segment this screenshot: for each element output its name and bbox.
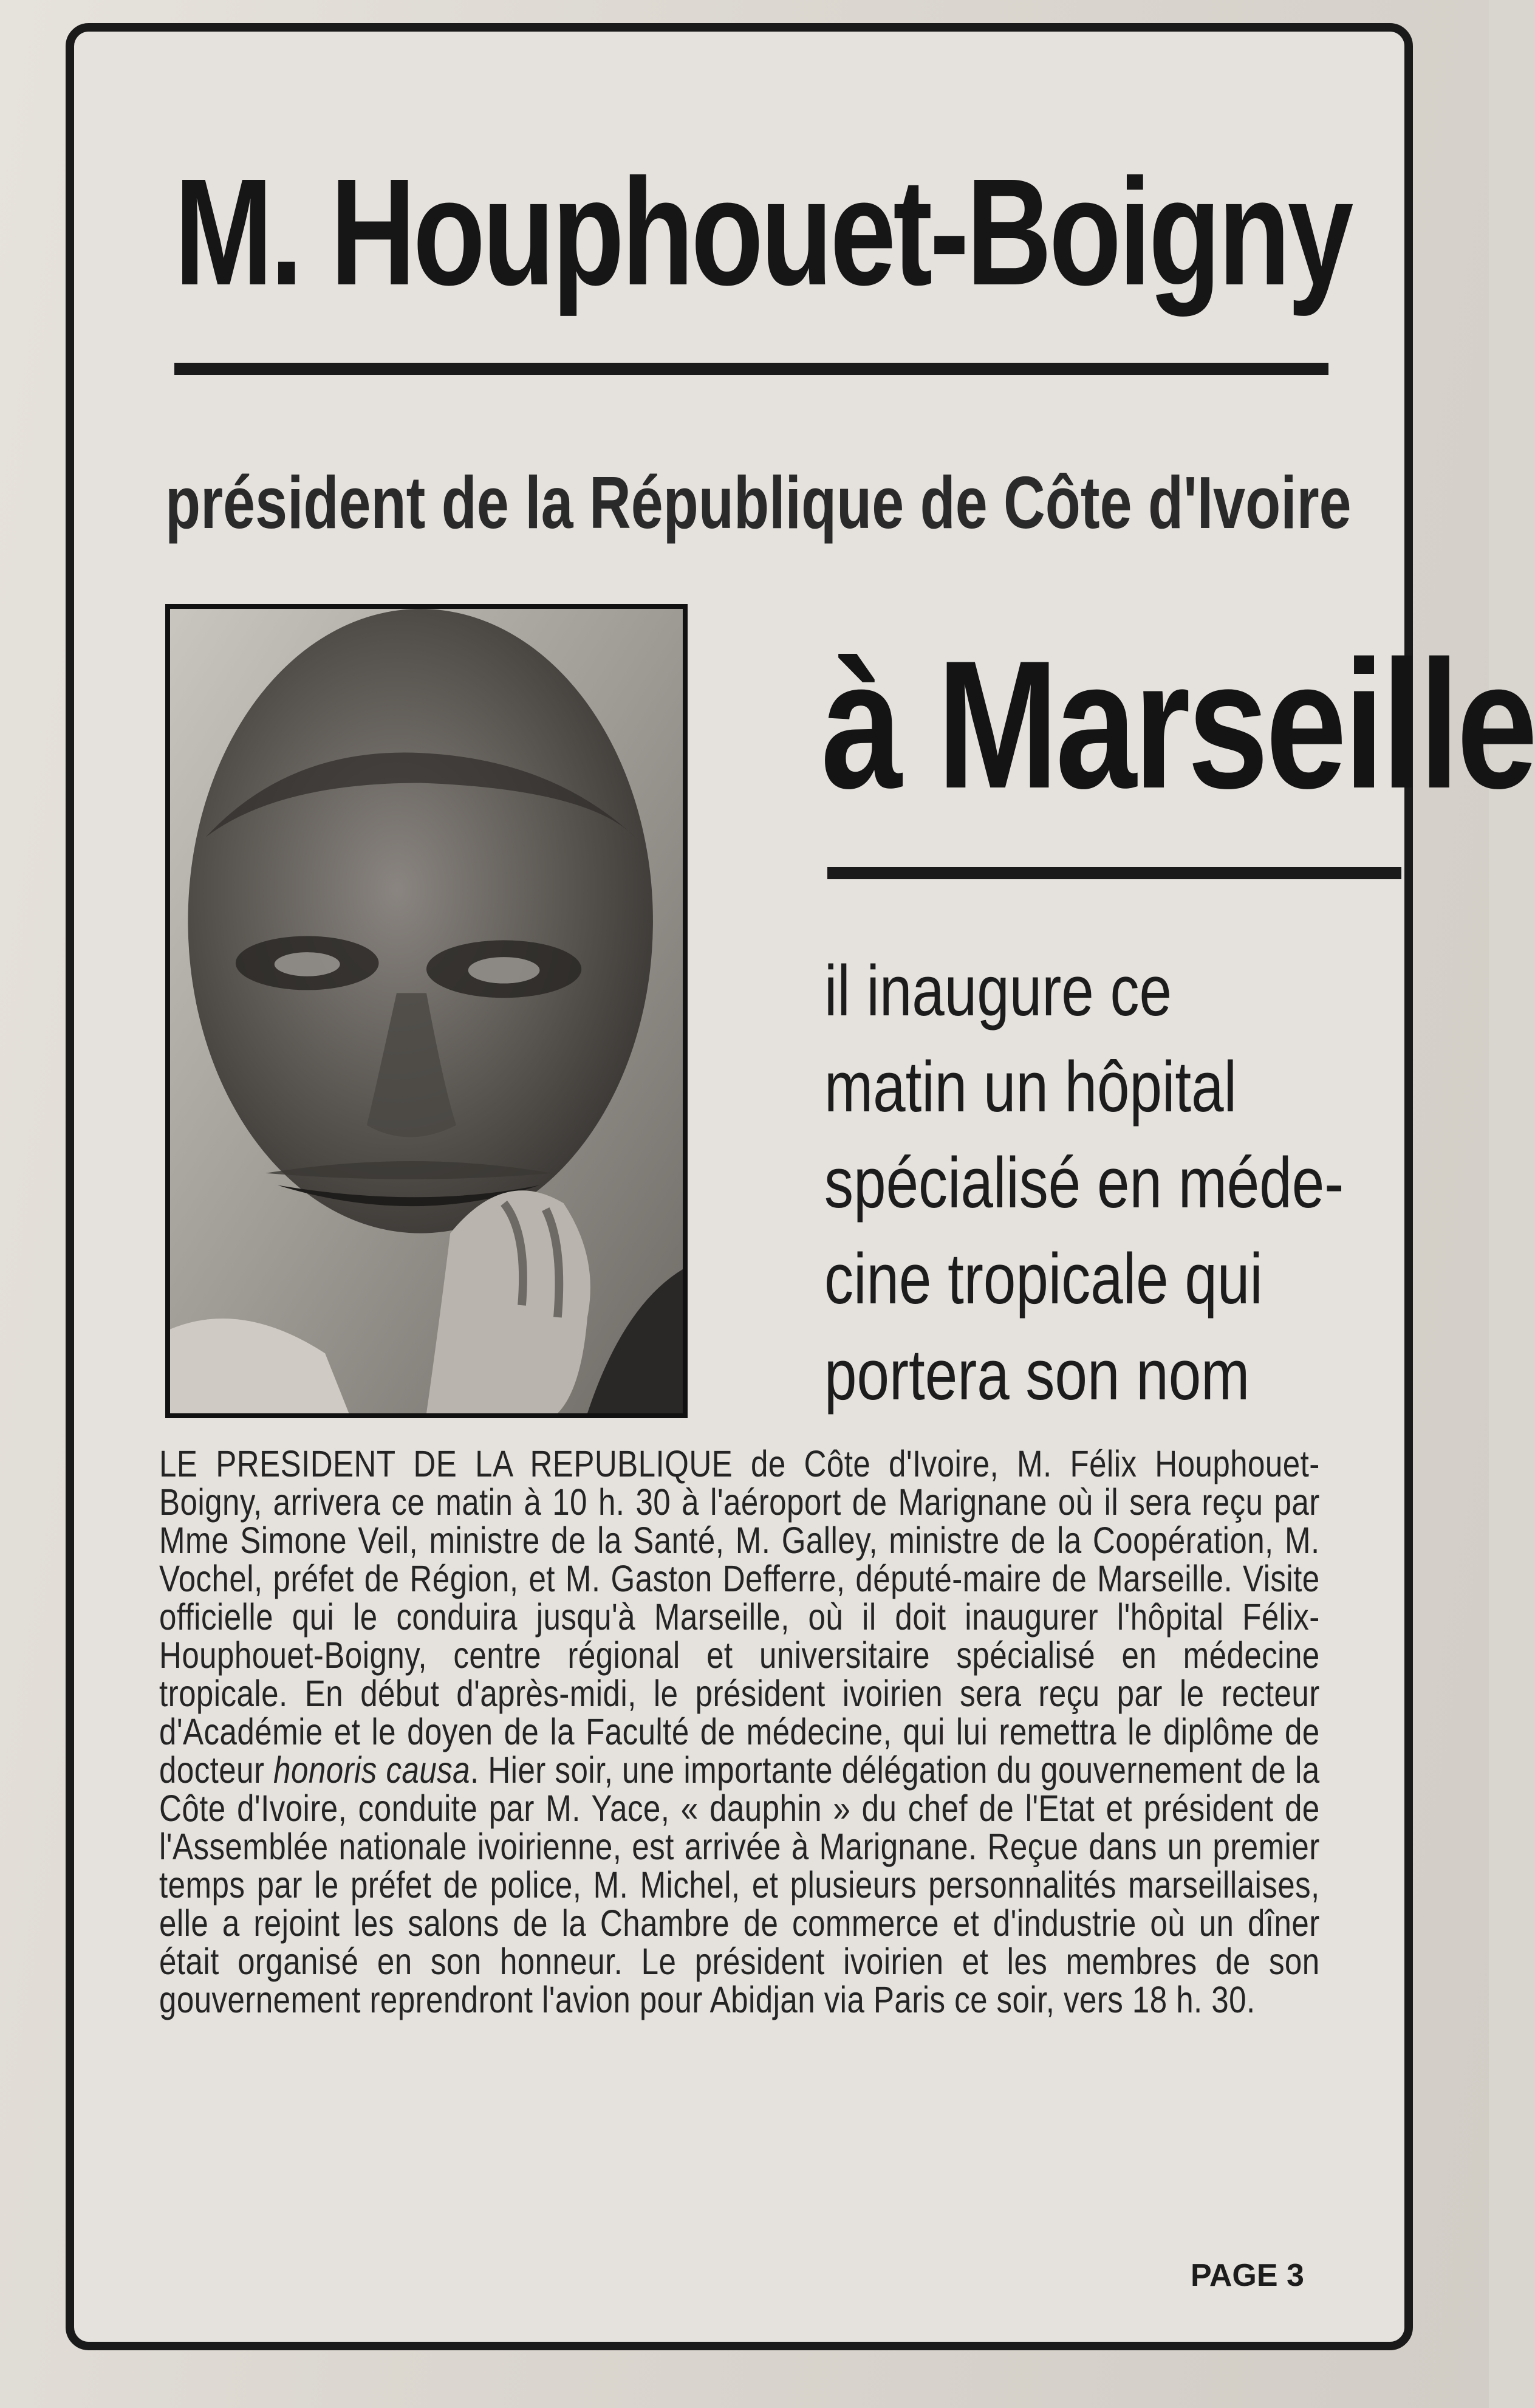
- location-rule: [827, 867, 1401, 879]
- page-reference: PAGE 3: [1191, 2258, 1304, 2293]
- body-italic-phrase: honoris causa: [273, 1749, 470, 1791]
- body-text-part1: de Côte d'Ivoire, M. Félix Houphouet-Boigny, arrivera ce matin à 10 h. 30 à l'aéroport de Marignane où il sera reçu par Mme Simone Veil, ministre de la Santé, M. Galley, ministre de la Coopération, M. Vochel, préfet de Région, et M. Gaston Defferre, député-maire de Marseille. Visite officielle qui le conduira jusqu'à Marseille, où il doit inaugurer l'hôpital Félix-Houphouet-Boigny, centre régional et universitaire spécialisé en médecine tropicale. En début d'après-midi, le président ivoirien sera reçu par le recteur d'Académie et le doyen de la Faculté de médecine, qui lui remettra le diplôme de docteur: [159, 1443, 1320, 1791]
- body-lead-caps: LE PRESIDENT DE LA REPUBLIQUE: [159, 1443, 733, 1484]
- portrait-illustration: [170, 609, 683, 1413]
- subtitle: président de la République de Côte d'Ivoire: [165, 461, 1352, 544]
- headline-rule: [174, 363, 1328, 375]
- headline: M. Houphouet-Boigny: [174, 147, 1351, 317]
- article-body: [159, 1445, 1320, 2019]
- article-deck: il inaugure ce matin un hôpital spécialisé en méde- cine tropicale qui portera son nom: [824, 951, 1344, 1415]
- portrait-photo: [165, 604, 688, 1418]
- body-text-part2: . Hier soir, une importante délégation du gouvernement de la Côte d'Ivoire, conduite par M. Yace, « dauphin » du chef de l'Etat et président de l'Assemblée nationale ivoirienne, est arrivée à Marignane. Reçue dans un premier temps par le préfet de police, M. Michel, et plusieurs personnalités marseillaises, elle a rejoint les salons de la Chambre de commerce et d'industrie où un dîner était organisé en son honneur. Le président ivoirien et les membres de son gouvernement reprendront l'avion pour Abidjan via Paris ce soir, vers 18 h. 30.: [159, 1749, 1320, 2020]
- location-headline: à Marseille: [821, 622, 1535, 826]
